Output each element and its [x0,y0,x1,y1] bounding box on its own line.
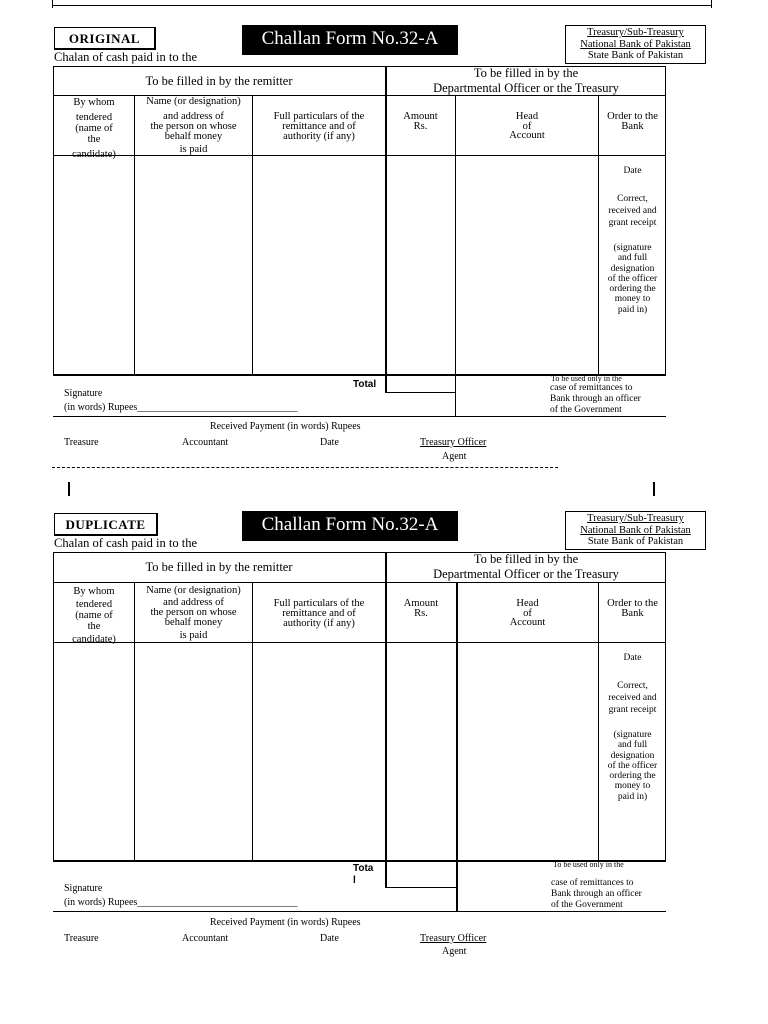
column-text: is paid [179,630,208,641]
column-particulars [253,112,385,142]
column-text: of [522,120,532,132]
column-amount [386,599,456,619]
order-text: money to [614,294,651,305]
order-text: of the officer [607,273,658,284]
total-box-bottom [385,392,455,393]
column-text: candidate) [72,634,116,645]
order-text: grant receipt [608,218,657,228]
column-text: Order to the [607,598,658,609]
column-text: the [87,621,101,632]
total-box-right [456,862,458,911]
order-cell [599,166,666,315]
note-small: To be used only in the [551,374,622,383]
order-text: ordering the [609,771,656,782]
section-department-line: To be filled in by the [473,552,579,566]
total-box-left [385,376,387,393]
header-divider [53,582,666,583]
bank-line: Treasury/Sub-Treasury [587,513,684,524]
column-text: By whom [73,586,115,597]
bank-box [565,25,706,64]
bank-line: National Bank of Pakistan [580,38,691,50]
column-text: the person on whose [150,121,237,132]
column-text: Head [516,598,539,609]
column-head [457,599,598,628]
column-particulars [253,599,385,629]
date-label: Date [320,933,339,944]
column-text: remittance and of [282,121,356,132]
column-text: Name (or designation) [146,585,241,596]
column-text: Rs. [414,608,428,619]
section-remitter: To be filled in by the remitter [145,74,293,88]
cut-mark-right [653,482,655,496]
column-text: the [87,134,101,145]
footer-divider [53,911,666,912]
total-label: Total [353,379,377,390]
note-line: Bank through an officer [551,889,642,899]
form-title: Challan Form No.32-A [242,25,458,55]
order-text: (signature [613,243,652,253]
cut-line [52,467,558,468]
section-remitter: To be filled in by the remitter [145,560,293,574]
copy-label-duplicate: DUPLICATE [54,513,158,536]
section-department-line: Departmental Officer or the Treasury [433,81,619,95]
agent-label: Agent [442,946,467,957]
treasury-officer-label: Treasury Officer [420,933,487,944]
order-text: paid in) [617,304,648,315]
in-words-line: (in words) Rupees________________________________ [64,897,298,908]
order-text: Correct, [617,681,648,691]
column-text: By whom [73,97,115,108]
bank-line: Treasury/Sub-Treasury [587,27,684,38]
column-name-address [135,97,252,155]
in-words-line: (in words) Rupees________________________________ [64,402,298,413]
column-text: behalf money [164,131,223,142]
column-text: and address of [163,597,224,608]
note-small: To be used only in the [553,860,624,869]
section-department-line: To be filled in by the [473,66,579,80]
order-text: (signature [613,730,652,740]
column-text: Full particulars of the [273,111,365,122]
column-text: Head [515,111,539,122]
column-header-divider [53,155,666,156]
column-by-whom [54,586,134,645]
column-text: Amount [403,111,438,122]
total-label-part: l [353,875,356,886]
order-text: and full [617,253,648,264]
order-date: Date [623,166,642,176]
order-text: received and [608,693,657,703]
order-text: designation [610,263,655,274]
total-label-part: Tota [353,863,374,874]
signature-label: Signature [64,883,103,894]
total-box-bottom [385,887,456,888]
column-text: behalf money [164,617,223,628]
order-text: money to [614,781,651,792]
received-payment: Received Payment (in words) Rupees [210,917,361,928]
accountant-label: Accountant [182,437,229,448]
bank-line: State Bank of Pakistan [587,536,684,547]
column-text: is paid [179,144,208,155]
total-box-right [455,376,456,416]
order-date: Date [623,653,642,663]
order-text: paid in) [617,791,648,802]
column-text: Bank [621,608,644,619]
chalan-line: Chalan of cash paid in to the [54,50,198,64]
top-left-edge [52,0,53,8]
column-text: tendered [75,599,113,610]
order-cell [599,653,666,802]
column-text: candidate) [72,149,116,160]
form-title: Challan Form No.32-A [242,511,458,541]
column-by-whom [54,97,134,160]
copy-label-original: ORIGINAL [54,27,156,50]
total-box-left [385,862,387,887]
bank-line: National Bank of Pakistan [580,524,691,536]
treasury-officer-label: Treasury Officer [420,437,487,448]
order-text: of the officer [607,760,658,771]
column-text: and address of [163,111,224,122]
total-label [353,863,373,887]
note-text [551,878,642,911]
column-text: Amount [403,598,439,609]
cut-mark-left [68,482,70,496]
column-text: Order to the [607,111,658,122]
accountant-label: Accountant [182,933,229,944]
section-department [386,552,666,582]
column-text: Full particulars of the [273,598,365,609]
column-header-divider [53,642,666,643]
column-text: the person on whose [150,607,237,618]
order-text: ordering the [609,284,656,295]
column-text: authority (if any) [283,618,355,629]
order-text: received and [608,206,657,216]
order-text: designation [610,750,655,761]
column-text: tendered [75,112,113,123]
top-edge [52,5,712,6]
treasure-label: Treasure [64,437,99,448]
order-text: Correct, [617,194,648,204]
treasure-label: Treasure [64,933,99,944]
column-order [599,599,666,619]
column-text: Name (or designation) [146,96,241,107]
section-department-line: Departmental Officer or the Treasury [433,567,619,581]
section-department [386,66,666,96]
order-text: and full [617,740,648,751]
chalan-line: Chalan of cash paid in to the [54,536,198,550]
note-text [550,383,641,416]
note-line: case of remittances to [550,383,633,393]
column-text: Account [509,617,546,628]
column-text: (name of [75,123,113,134]
column-text: (name of [75,610,113,621]
column-text: Bank [621,121,644,132]
column-text: Account [509,130,545,141]
bank-box [565,511,706,550]
footer-divider [53,416,666,417]
note-line: of the Government [550,405,622,415]
column-order [599,112,666,132]
note-line: of the Government [551,900,623,910]
date-label: Date [320,437,339,448]
top-right-edge [711,0,712,8]
column-head [456,112,598,141]
signature-label: Signature [64,388,103,399]
order-text: grant receipt [608,705,657,715]
agent-label: Agent [442,451,467,462]
column-text: remittance and of [282,608,356,619]
column-text: authority (if any) [283,131,355,142]
column-name-address [135,586,252,641]
column-text: of [523,607,532,619]
note-line: case of remittances to [551,878,634,888]
received-payment: Received Payment (in words) Rupees [210,421,361,432]
note-line: Bank through an officer [550,394,641,404]
bank-line: State Bank of Pakistan [587,50,684,61]
column-text: Rs. [413,121,428,132]
column-amount [386,112,455,132]
